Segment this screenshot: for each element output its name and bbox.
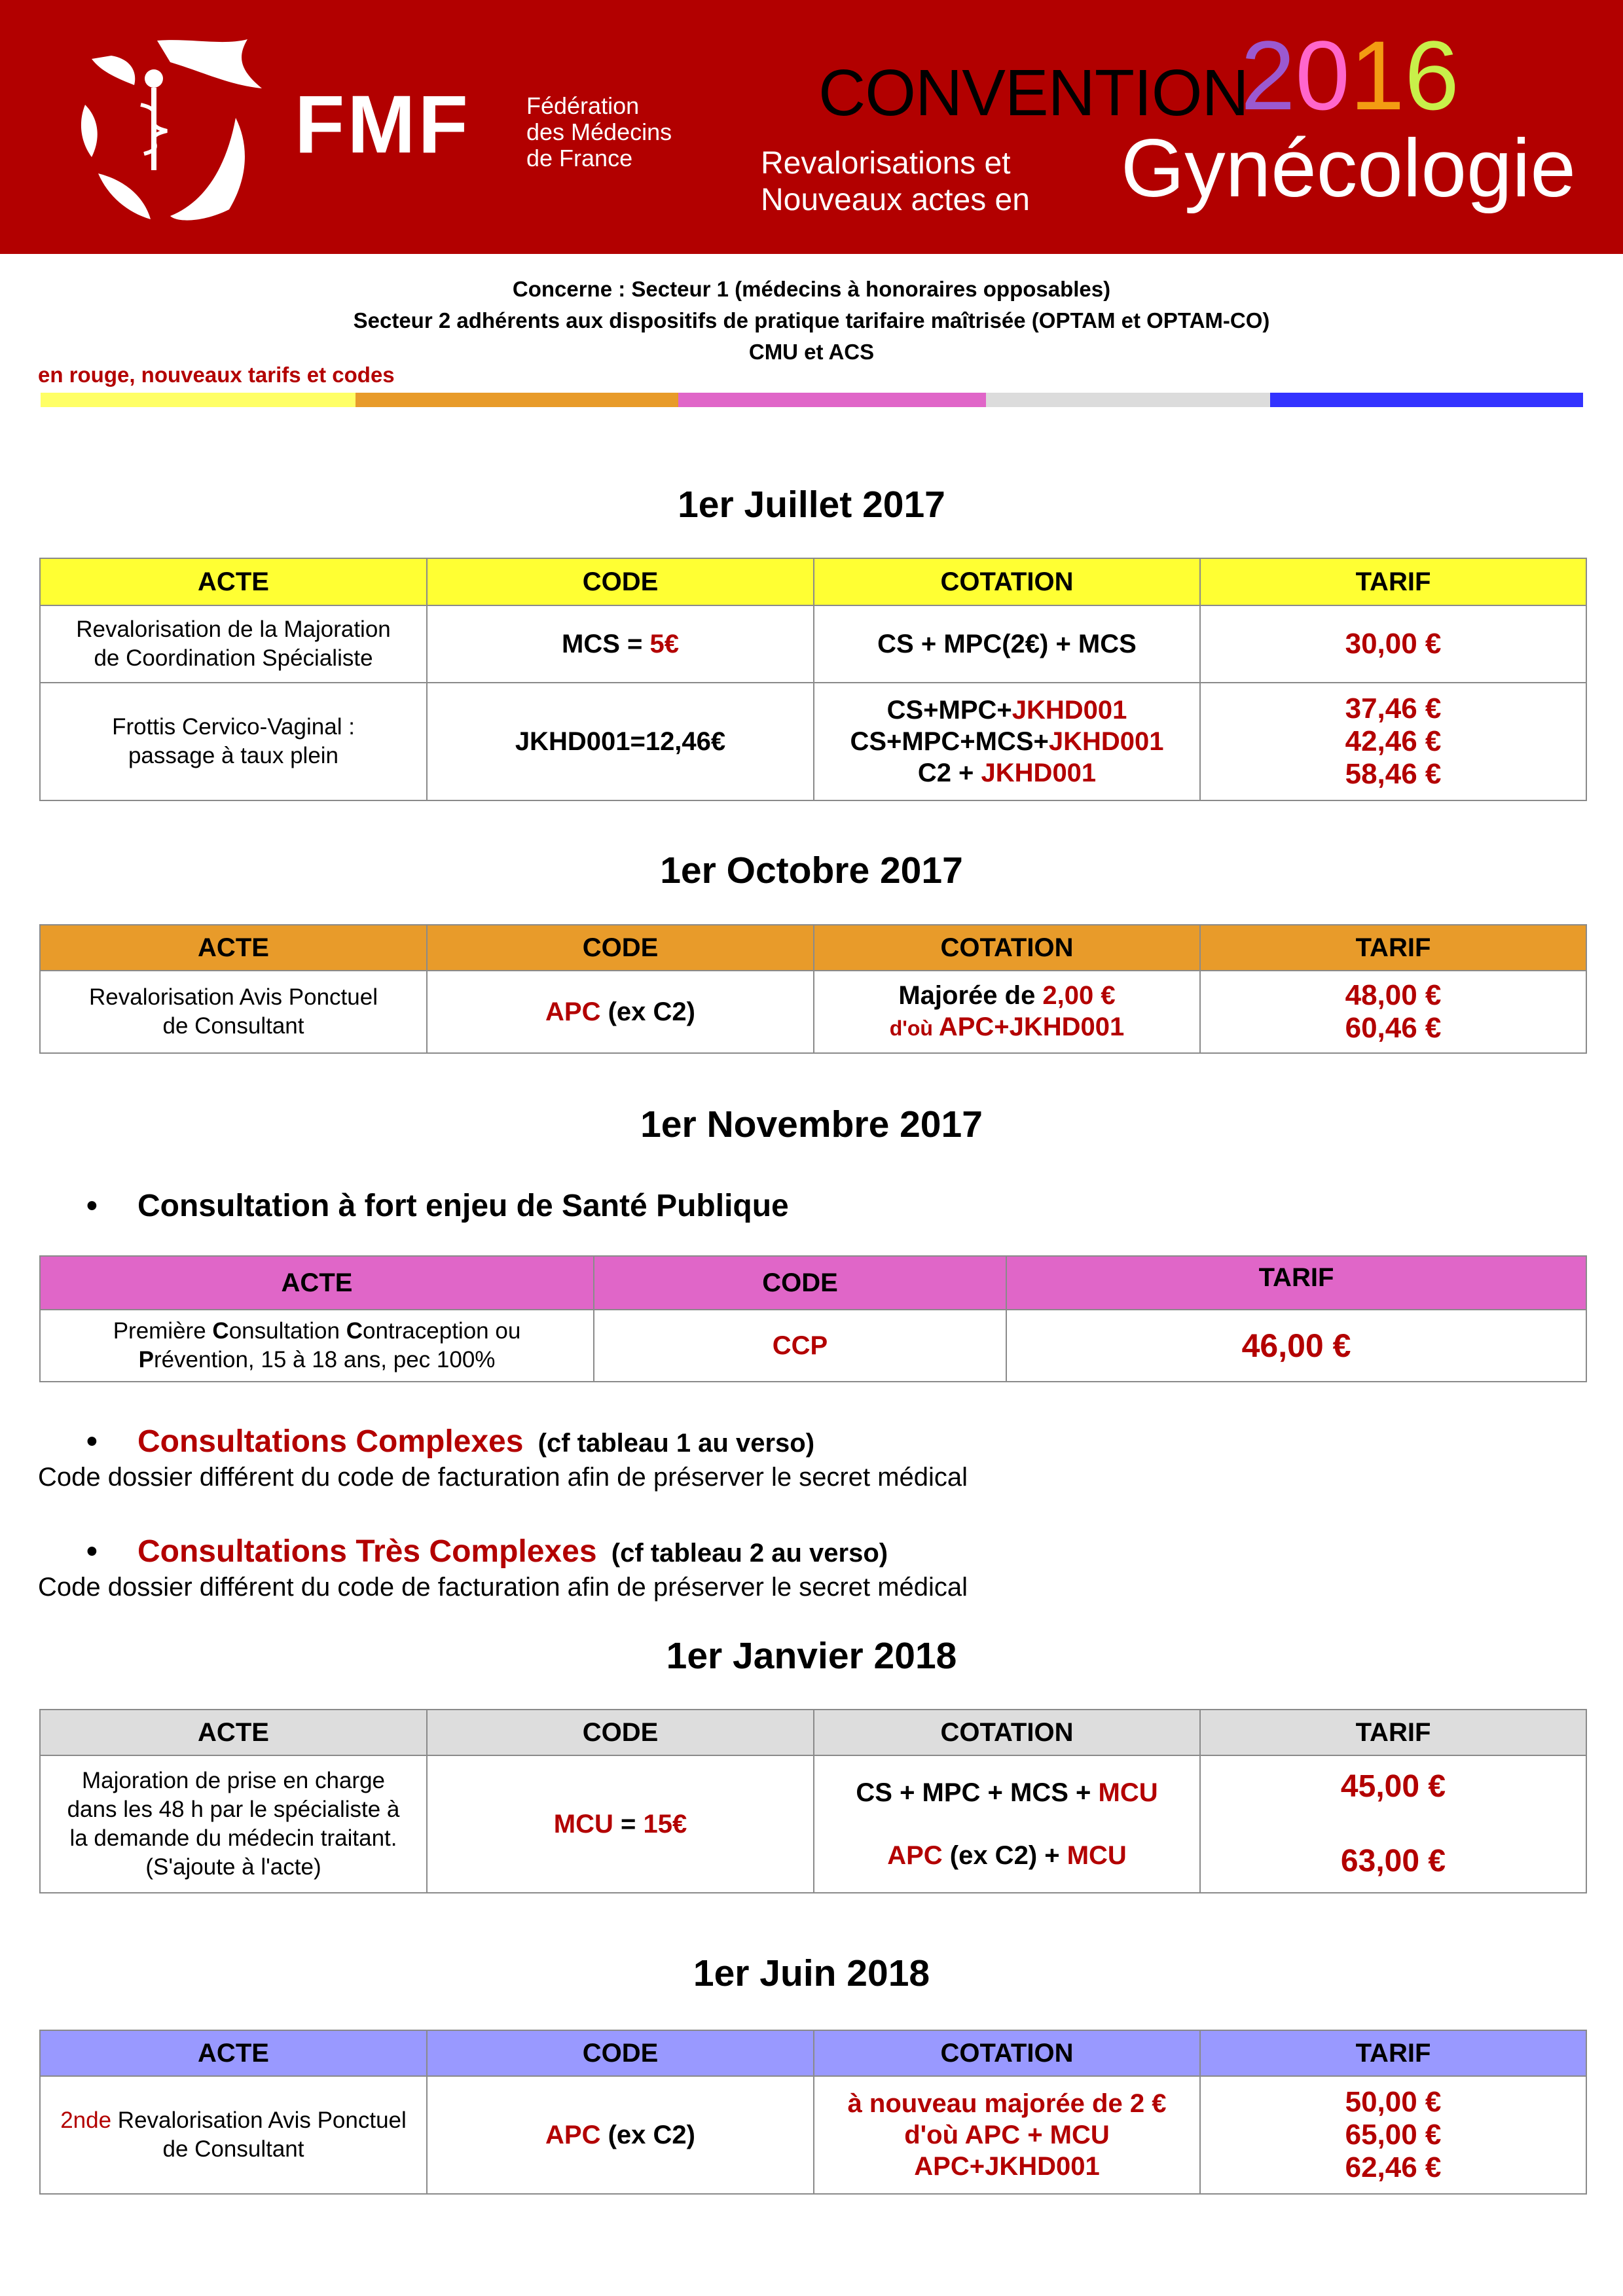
column-header: ACTE [40, 558, 427, 605]
cotation-cell [814, 1755, 1200, 1893]
section-title: 1er Juillet 2017 [678, 484, 945, 526]
code-cell: MCU = 15€ [427, 1755, 814, 1893]
tarif-line: 62,46 € [1345, 2151, 1442, 2183]
tarif-cell [1200, 683, 1586, 800]
column-header: TARIF [1200, 2030, 1586, 2076]
column-header: COTATION [814, 925, 1200, 971]
bullet-icon: • [86, 1424, 98, 1459]
cotation-line: CS+MPC+MCS+JKHD001 [850, 727, 1164, 756]
tarif-line: 37,46 € [1345, 692, 1442, 725]
cotation-cell: CS + MPC(2€) + MCS [814, 605, 1200, 683]
column-header: TARIF [1006, 1256, 1586, 1310]
acte-line: de Coordination Spécialiste [94, 645, 373, 671]
acte-line: la demande du médecin traitant. [69, 1825, 397, 1851]
subtitle-line: Nouveaux actes en [761, 183, 1030, 217]
column-header: CODE [427, 925, 814, 971]
code-cell: CCP [594, 1310, 1006, 1382]
column-header: TARIF [1200, 1710, 1586, 1755]
convention-year [1241, 20, 1459, 130]
column-header: CODE [594, 1256, 1006, 1310]
section-title: 1er Juin 2018 [693, 1952, 930, 1994]
acte-line: Majoration de prise en charge [81, 1768, 386, 1793]
acte-cell [40, 683, 427, 800]
code-cell: APC (ex C2) [427, 971, 814, 1053]
federation-line: de France [526, 145, 633, 171]
tarif-line: 45,00 € [1340, 1769, 1446, 1804]
table-header-row [40, 558, 1586, 605]
tarif-cell: 30,00 € [1200, 605, 1586, 683]
acte-line: Revalorisation Avis Ponctuel [89, 984, 378, 1010]
table-juillet-2017 [39, 558, 1587, 801]
table-row [40, 1755, 1586, 1893]
column-header: TARIF [1200, 558, 1586, 605]
color-bar-segment [356, 393, 678, 407]
table-header-row [40, 925, 1586, 971]
year-digit: 6 [1404, 20, 1459, 130]
column-header: ACTE [40, 2030, 427, 2076]
table-row [40, 605, 1586, 683]
tarif-line: 63,00 € [1340, 1844, 1446, 1878]
table-header-row [40, 1710, 1586, 1755]
table-header-row [40, 1256, 1586, 1310]
section-title: 1er Octobre 2017 [660, 850, 963, 891]
table-octobre-2017 [39, 924, 1587, 1054]
table-juin-2018 [39, 2030, 1587, 2195]
scope-line: Secteur 2 adhérents aux dispositifs de pratique tarifaire maîtrisée (OPTAM et OPTAM-CO) [353, 308, 1270, 332]
bullet-item: • Consultations Complexes (cf tableau 1 au verso) [86, 1424, 815, 1459]
acte-line: Prévention, 15 à 18 ans, pec 100% [138, 1347, 496, 1372]
table-novembre-2017 [39, 1255, 1587, 1382]
acte-line: passage à taux plein [128, 743, 339, 768]
code-value: 5€ [649, 630, 679, 658]
column-header: ACTE [40, 1256, 594, 1310]
code-text: MCS = [562, 630, 650, 658]
color-bar-segment [678, 393, 986, 407]
tarif-line: 50,00 € [1345, 2086, 1442, 2118]
acte-line: de Consultant [162, 1013, 304, 1039]
acte-cell [40, 1755, 427, 1893]
year-digit: 0 [1295, 20, 1350, 130]
table-row [40, 971, 1586, 1053]
fmf-logo-icon [72, 33, 268, 229]
acte-cell [40, 1310, 594, 1382]
cotation-line: à nouveau majorée de 2 € [847, 2089, 1167, 2118]
color-bar [41, 393, 1583, 407]
bullet-icon: • [86, 1189, 98, 1223]
tarif-cell [1200, 971, 1586, 1053]
tarif-line: 48,00 € [1345, 979, 1442, 1011]
cotation-line: CS+MPC+JKHD001 [886, 696, 1127, 725]
cotation-line: d'où APC + MCU [904, 2121, 1110, 2149]
acte-line: de Consultant [162, 2136, 304, 2162]
cotation-cell [814, 2076, 1200, 2194]
acte-line: dans les 48 h par le spécialiste à [67, 1797, 400, 1822]
table-header-row [40, 2030, 1586, 2076]
color-bar-segment [1270, 393, 1583, 407]
acte-line: Première Consultation Contraception ou [113, 1318, 521, 1344]
column-header: COTATION [814, 2030, 1200, 2076]
table-janvier-2018 [39, 1709, 1587, 1893]
table-row [40, 2076, 1586, 2194]
column-header: CODE [427, 2030, 814, 2076]
bullet-icon: • [86, 1534, 98, 1569]
cotation-line: C2 + JKHD001 [917, 759, 1097, 787]
cotation-cell [814, 971, 1200, 1053]
acte-line: 2nde Revalorisation Avis Ponctuel [60, 2108, 407, 2133]
code-cell [427, 605, 814, 683]
acte-cell [40, 605, 427, 683]
color-bar-segment [986, 393, 1270, 407]
tarif-line: 60,46 € [1345, 1012, 1442, 1044]
cotation-line: Majorée de 2,00 € [898, 981, 1116, 1010]
cotation-line: APC+JKHD001 [914, 2152, 1100, 2181]
cotation-line: CS + MPC + MCS + MCU [856, 1778, 1158, 1807]
column-header: ACTE [40, 925, 427, 971]
scope-line: Concerne : Secteur 1 (médecins à honoraires opposables) [512, 277, 1111, 301]
table-row [40, 1310, 1586, 1382]
bullet-item: • Consultation à fort enjeu de Santé Publique [86, 1189, 789, 1223]
acte-cell [40, 2076, 427, 2194]
table-row [40, 683, 1586, 800]
tarif-cell [1200, 2076, 1586, 2194]
cotation-cell [814, 683, 1200, 800]
scope-text [0, 274, 1623, 368]
convention-title: CONVENTION [818, 56, 1249, 130]
acte-line: Frottis Cervico-Vaginal : [112, 714, 355, 740]
acte-line: (S'ajoute à l'acte) [145, 1854, 321, 1880]
federation-name [526, 93, 672, 171]
tarif-cell [1200, 1755, 1586, 1893]
acte-cell [40, 971, 427, 1053]
cotation-line: APC (ex C2) + MCU [887, 1841, 1127, 1870]
section-title: 1er Janvier 2018 [666, 1635, 957, 1677]
year-digit: 1 [1349, 20, 1405, 130]
federation-line: Fédération [526, 92, 640, 119]
tarif-line: 42,46 € [1345, 725, 1442, 757]
color-bar-segment [41, 393, 356, 407]
tarif-line: 65,00 € [1345, 2119, 1442, 2151]
note-text: Code dossier différent du code de facturation afin de préserver le secret médical [38, 1573, 968, 1602]
header-banner [0, 0, 1623, 254]
column-header: TARIF [1200, 925, 1586, 971]
column-header: COTATION [814, 1710, 1200, 1755]
specialty-title: Gynécologie [1121, 123, 1576, 214]
section-title: 1er Novembre 2017 [640, 1103, 983, 1145]
year-digit: 2 [1241, 20, 1296, 130]
code-cell: JKHD001=12,46€ [427, 683, 814, 800]
federation-line: des Médecins [526, 118, 672, 145]
subtitle-line: Revalorisations et [761, 146, 1011, 181]
column-header: COTATION [814, 558, 1200, 605]
tarif-line: 58,46 € [1345, 758, 1442, 790]
column-header: CODE [427, 558, 814, 605]
cotation-line: d'où APC+JKHD001 [889, 1013, 1125, 1041]
tarif-cell: 46,00 € [1006, 1310, 1586, 1382]
subtitle [761, 145, 1030, 219]
note-text: Code dossier différent du code de facturation afin de préserver le secret médical [38, 1463, 968, 1492]
scope-line: CMU et ACS [748, 340, 875, 364]
legend-note: en rouge, nouveaux tarifs et codes [38, 363, 395, 387]
column-header: ACTE [40, 1710, 427, 1755]
acte-line: Revalorisation de la Majoration [76, 617, 391, 642]
column-header: CODE [427, 1710, 814, 1755]
bullet-item: • Consultations Très Complexes (cf tableau 2 au verso) [86, 1534, 888, 1569]
code-cell: APC (ex C2) [427, 2076, 814, 2194]
logo-fmf-text: FMF [295, 79, 471, 170]
